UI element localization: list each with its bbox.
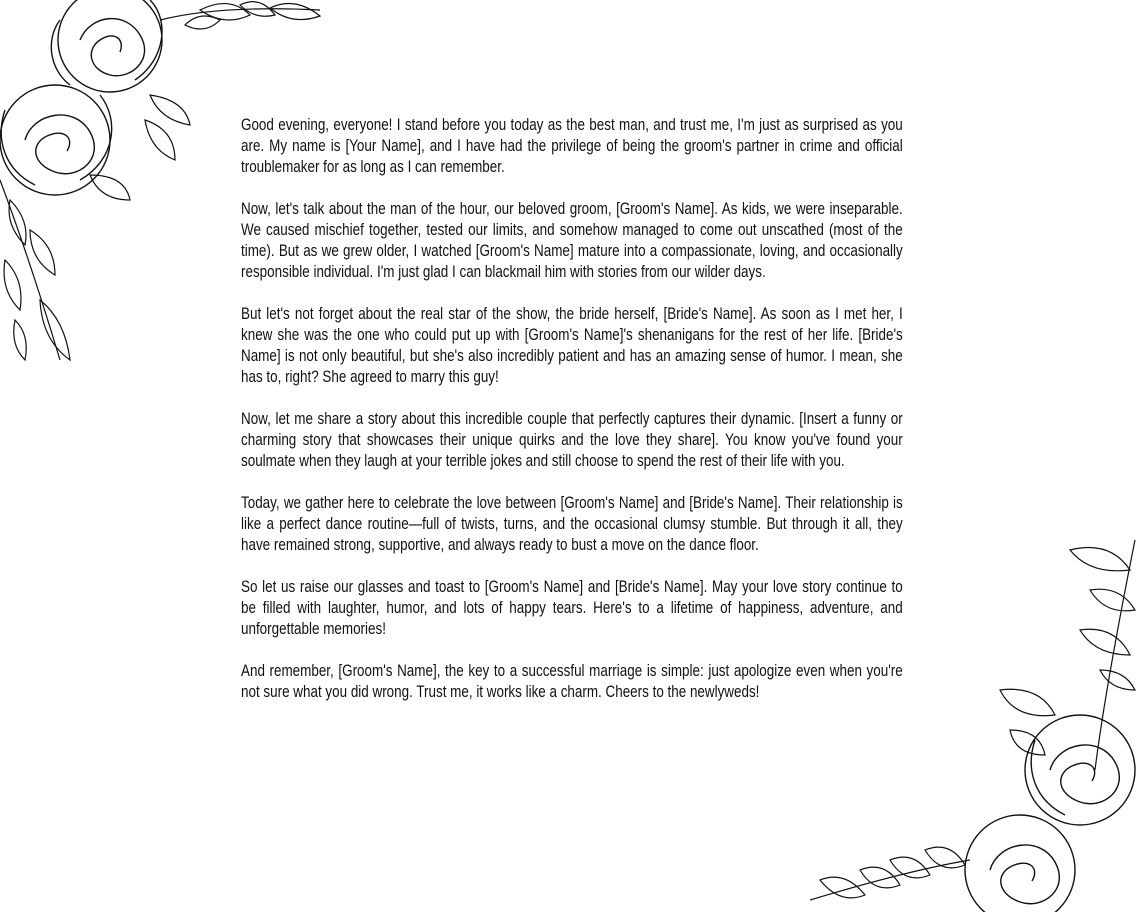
paragraph: Now, let's talk about the man of the hour, our beloved groom, [Groom's Name]. As kids, we were inseparable. We caused mischief together, tested our limits, and somehow managed to come out unscathed (most of the time). But as we grew older, I watched [Groom's Name] mature into a compassionate, loving, and occasionally responsible individual. I'm just glad I can blackmail him with stories from our wilder days. [241,200,903,281]
paragraph: But let's not forget about the real star of the show, the bride herself, [Bride's Name]. As soon as I met her, I knew she was the one who could put up with [Groom's Name]'s shenanigans for the rest of her life. [Bride's Name] is not only beautiful, but she's also incredibly patient and has an amazing sense of humor. I mean, she has to, right? She agreed to marry this guy! [241,305,903,386]
rose-icon [1025,715,1135,825]
rose-icon [0,85,112,195]
paragraph: Good evening, everyone! I stand before you today as the best man, and trust me, I'm just as surprised as you are. My name is [Your Name], and I have had the privilege of being the groom's partner in crime and official troublemaker for as long as I can remember. [241,116,903,176]
rose-icon [51,0,162,92]
paragraph: Today, we gather here to celebrate the love between [Groom's Name] and [Bride's Name]. Their relationship is like a perfect dance routine—full of twists, turns, and the occasional clumsy stumble. But through it all, they have remained strong, supportive, and always ready to bust a move on the dance floor. [241,494,903,554]
best-man-speech [241,115,903,724]
paragraph: So let us raise our glasses and toast to [Groom's Name] and [Bride's Name]. May your love story continue to be filled with laughter, humor, and lots of happy tears. Here's to a lifetime of happiness, adventure, and unforgettable memories! [241,578,903,638]
paragraph: Now, let me share a story about this incredible couple that perfectly captures their dynamic. [Insert a funny or charming story that showcases their unique quirks and the love they share]. You know you've found your soulmate when they laugh at your terrible jokes and still choose to spend the rest of their life with you. [241,410,903,470]
rose-icon [965,815,1075,912]
paragraph: And remember, [Groom's Name], the key to a successful marriage is simple: just apologize even when you're not sure what you did wrong. Trust me, it works like a charm. Cheers to the newlyweds! [241,662,903,701]
